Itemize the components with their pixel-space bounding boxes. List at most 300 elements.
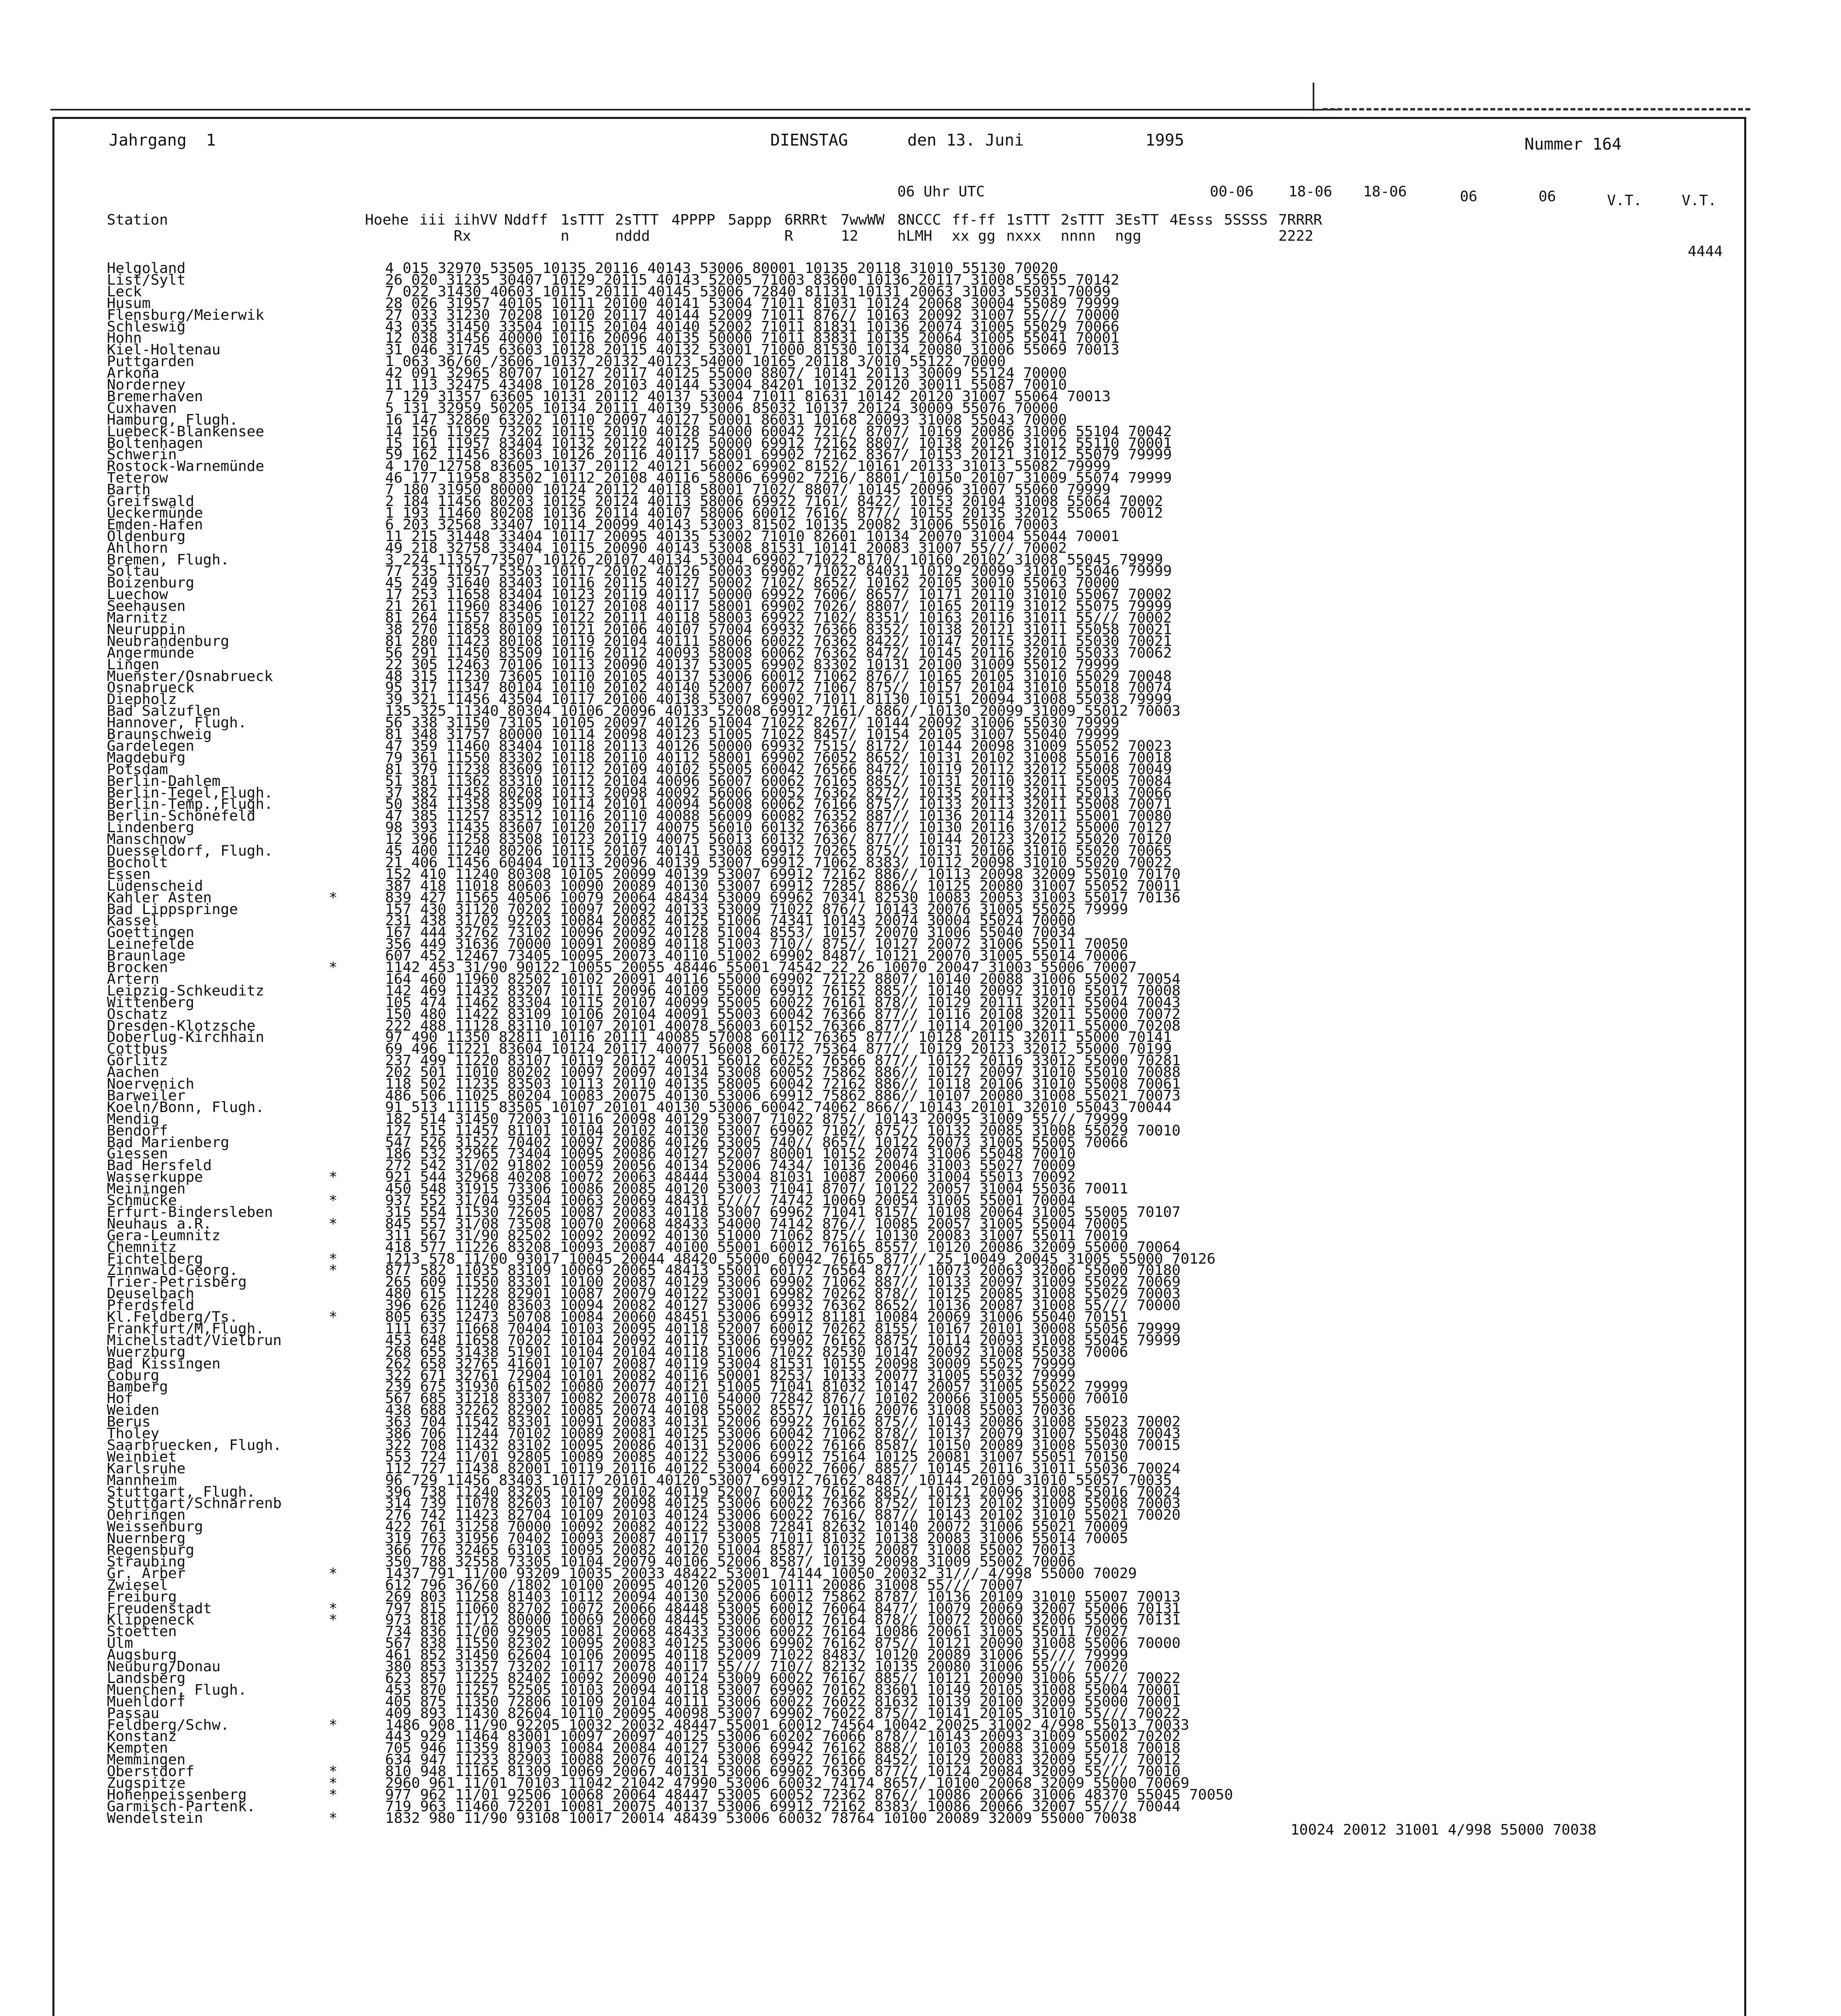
column-header: 3EsTT bbox=[1115, 212, 1159, 228]
column-header: iihVV bbox=[454, 212, 498, 228]
station-name: Bamberg bbox=[107, 1379, 168, 1395]
row-values: 202 501 11010 80202 10097 20097 40134 53008 60052 75862 886// 10127 20097 31010 55010 70088 bbox=[385, 1064, 1181, 1081]
row-values: 28 026 31957 40105 10111 20100 40141 53004 71011 81031 10124 20068 30004 55089 79999 bbox=[385, 295, 1120, 312]
station-name: Stuttgart/Schnarrenb bbox=[107, 1495, 282, 1512]
station-name: Chemnitz bbox=[107, 1239, 177, 1256]
row-values: 4 170 12758 83605 10137 20112 40121 56002 69902 8152/ 10161 20133 31013 55082 79999 bbox=[385, 458, 1111, 475]
station-name: Berlin-Schönefeld bbox=[107, 808, 256, 825]
row-values: 314 739 11078 82603 10107 20098 40125 53006 60022 76366 8752/ 10123 20102 31009 55008 70003 bbox=[385, 1495, 1181, 1512]
row-values: 5 131 32959 50205 10134 20111 40139 53006 85032 10137 20124 30009 55076 70000 bbox=[385, 400, 1058, 417]
column-subheader: R bbox=[784, 228, 793, 244]
column-header: ff-ff bbox=[952, 212, 996, 228]
row-values: 17 253 11658 83404 10123 20119 40117 50000 69922 7606/ 8657/ 10171 20110 31010 55067 70002 bbox=[385, 586, 1172, 603]
row-values: 350 788 32558 73305 10104 20079 40106 52006 8587/ 10139 20098 31009 55002 70006 bbox=[385, 1553, 1076, 1570]
column-subheader: nnnn bbox=[1061, 228, 1096, 244]
station-name: Neuhaus a.R. bbox=[107, 1215, 212, 1232]
row-values: 363 704 11542 83301 10091 20083 40131 52006 69922 76162 875// 10143 20086 31008 55023 70002 bbox=[385, 1414, 1181, 1431]
row-values: 27 033 31230 70208 10120 20117 40144 52009 71011 876// 10163 20092 31007 55/// 70000 bbox=[385, 306, 1120, 323]
station-name: Soltau bbox=[107, 563, 160, 580]
row-values: 810 948 11165 81309 10069 20067 40131 53006 69902 76366 877// 10124 20084 32009 55/// 70010 bbox=[385, 1763, 1181, 1780]
period-00-06: 00-06 bbox=[1210, 183, 1254, 200]
station-name: Berlin-Tegel,Flugh. bbox=[107, 784, 273, 801]
row-values: 51 381 11362 83310 10112 20104 40096 56007 60062 76165 885// 10131 20110 32011 55005 70084 bbox=[385, 773, 1172, 789]
mountain-flag: * bbox=[329, 1309, 338, 1325]
station-name: Luebeck-Blankensee bbox=[107, 423, 265, 440]
row-values: 10024 20012 31001 4/998 55000 70038 bbox=[1291, 1821, 1597, 1838]
row-values: 186 532 32965 73404 10095 20086 40127 52007 80001 10152 20074 31006 55048 70010 bbox=[385, 1145, 1076, 1162]
station-name: Kiel-Holtenau bbox=[107, 342, 221, 358]
row-values: 11 215 31448 33404 10117 20095 40135 53002 71010 82601 10134 20070 31004 55044 70001 bbox=[385, 528, 1120, 545]
station-name: Wuerzburg bbox=[107, 1343, 186, 1360]
column-subheader: 12 bbox=[841, 228, 859, 244]
station-name: Hannover, Flugh. bbox=[107, 714, 247, 731]
row-values: 47 359 11460 83404 10118 20113 40126 50000 69932 7515/ 8172/ 10144 20098 31009 55052 70023 bbox=[385, 737, 1172, 754]
station-name: Boizenburg bbox=[107, 575, 194, 591]
station-name: Cottbus bbox=[107, 1041, 168, 1058]
station-name: Kahler Asten bbox=[107, 889, 212, 906]
row-values: 56 291 11450 83509 10116 20112 40093 58008 60062 76362 8472/ 10145 20116 32010 55033 70062 bbox=[385, 644, 1172, 661]
station-name: Angermünde bbox=[107, 644, 194, 661]
row-values: 21 261 11960 83406 10127 20108 40117 58001 69902 7026/ 8807/ 10165 20119 31012 55075 79999 bbox=[385, 598, 1172, 615]
table-row-continuation bbox=[0, 1821, 1841, 1838]
row-values: 77 235 11957 53503 10117 20102 40126 50003 69902 71022 84031 10129 20099 31010 55046 79999 bbox=[385, 563, 1172, 580]
station-name: Osnabrueck bbox=[107, 679, 194, 696]
row-values: 16 147 32860 63202 10110 20097 40127 50001 86031 10168 20093 31008 55043 70000 bbox=[385, 411, 1067, 428]
row-values: 98 393 11435 83607 10120 20117 40075 56010 60132 76366 877// 10130 20116 3/012 55000 70127 bbox=[385, 819, 1172, 836]
row-values: 921 544 32968 40208 10072 20063 48444 53004 81031 10087 20060 31004 55013 70092 bbox=[385, 1169, 1076, 1186]
station-name: Husum bbox=[107, 295, 151, 312]
row-values: 237 499 11220 83107 10119 20112 40051 56012 60252 76566 877// 10122 20116 33012 55000 70281 bbox=[385, 1052, 1181, 1069]
station-name: Regensburg bbox=[107, 1542, 194, 1558]
station-name: Weinbiet bbox=[107, 1448, 177, 1465]
period-18-06-a: 18-06 bbox=[1288, 183, 1332, 200]
station-name: Puttgarden bbox=[107, 353, 194, 370]
row-values: 805 635 12473 50708 10084 20060 48451 53006 69912 81181 10084 20069 31006 55040 70151 bbox=[385, 1309, 1128, 1325]
row-values: 135 325 11340 80304 10106 20096 40133 52008 69912 7161/ 886// 10130 20099 31009 55012 70003 bbox=[385, 703, 1181, 720]
row-values: 47 385 11257 83512 10116 20110 40088 56009 60082 76352 887// 10136 20114 32011 55001 70080 bbox=[385, 808, 1172, 825]
mountain-flag: * bbox=[329, 1810, 338, 1826]
row-values: 418 577 11226 83208 10093 20087 40100 55001 60012 76165 8557/ 10120 20086 32009 55000 70064 bbox=[385, 1239, 1181, 1256]
row-values: 2960 961 11/01 70103 11042 21042 47990 53006 60032 74174 8657/ 10100 20068 32009 55000 70069 bbox=[385, 1775, 1189, 1791]
row-values: 12 038 31456 40000 10116 20096 40135 50000 71011 83831 10135 20064 31005 55041 70001 bbox=[385, 330, 1120, 347]
row-values: 1832 980 11/90 93108 10017 20014 48439 53006 60032 78764 10100 20089 32009 55000 70038 bbox=[385, 1810, 1137, 1826]
row-values: 21 406 11456 60404 10113 20096 40139 53007 69912 71062 8383/ 10112 20098 31010 55020 70022 bbox=[385, 854, 1172, 871]
station-name: Barweiler bbox=[107, 1087, 186, 1104]
row-values: 396 626 11240 83603 10094 20082 40127 53006 69932 76362 8652/ 10136 20087 31008 55/// 70000 bbox=[385, 1297, 1181, 1314]
station-name: Kassel bbox=[107, 912, 160, 929]
row-values: 56 338 31150 73105 10105 20097 40126 51004 71022 8267/ 10144 20092 31006 55030 79999 bbox=[385, 714, 1120, 731]
pre-row-value: 4444 bbox=[1688, 243, 1723, 260]
row-values: 14 156 11925 73202 10115 20110 40128 54000 60042 721// 8707/ 10169 20086 31006 55104 70042 bbox=[385, 423, 1172, 440]
row-values: 111 637 11668 70404 10103 20095 40118 52007 60012 70262 8155/ 10167 20101 30008 55056 79999 bbox=[385, 1320, 1181, 1337]
station-name: Feldberg/Schw. bbox=[107, 1716, 229, 1733]
station-name: Mannheim bbox=[107, 1472, 177, 1489]
row-values: 118 502 11235 83503 10113 20110 40135 58005 60042 72162 886// 10118 20106 31010 55008 70061 bbox=[385, 1076, 1181, 1092]
row-values: 396 738 11240 83205 10109 20102 40119 52007 60012 76162 885// 10121 20096 31008 55016 70024 bbox=[385, 1483, 1181, 1500]
station-name: Klippeneck bbox=[107, 1612, 194, 1629]
station-name: Zugspitze bbox=[107, 1775, 186, 1791]
row-values: 12 396 11258 83508 10123 20119 40075 56013 60132 7636/ 877// 10144 20123 32012 55020 70120 bbox=[385, 831, 1172, 848]
column-header: 6RRRt bbox=[784, 212, 828, 228]
station-name: Ueckermünde bbox=[107, 504, 203, 521]
row-values: 797 815 11060 82702 10072 20066 48448 53005 60012 76064 8477/ 10079 20069 32007 55006 70131 bbox=[385, 1600, 1181, 1617]
row-values: 7 022 31430 40603 10115 20111 40145 53006 72840 81131 10131 20063 31003 55031 70099 bbox=[385, 283, 1111, 300]
mountain-flag: * bbox=[329, 1786, 338, 1803]
row-values: 461 852 31450 62604 10106 20095 40118 52009 71022 8483/ 10120 20089 31006 55/// 79999 bbox=[385, 1647, 1128, 1664]
station-name: Noervenich bbox=[107, 1076, 194, 1092]
station-name: Stoetten bbox=[107, 1623, 177, 1640]
station-name: Bad Salzuflen bbox=[107, 703, 221, 720]
station-name: Hohenpeissenberg bbox=[107, 1786, 247, 1803]
jahrgang-label: Jahrgang 1 bbox=[109, 131, 216, 150]
station-name: Neubrandenburg bbox=[107, 633, 229, 650]
column-header: 2sTTT bbox=[615, 212, 659, 228]
station-name: Schleswig bbox=[107, 318, 186, 335]
station-name: Oberstdorf bbox=[107, 1763, 194, 1780]
column-subheader: n bbox=[561, 228, 569, 244]
station-name: Magdeburg bbox=[107, 749, 186, 766]
station-name: Arkona bbox=[107, 365, 160, 382]
station-name: Luechow bbox=[107, 586, 168, 603]
row-values: 231 438 31/02 92203 10084 20082 40125 51006 74341 10143 20074 30004 55024 70000 bbox=[385, 912, 1076, 929]
row-values: 26 020 31235 30407 10129 20115 40143 52005 71003 83600 10136 20117 31008 55055 70142 bbox=[385, 271, 1120, 288]
station-name: Tholey bbox=[107, 1425, 160, 1442]
row-values: 607 452 12467 73405 10095 20073 40110 51002 69902 8487/ 10121 20070 31005 55014 70006 bbox=[385, 948, 1128, 964]
row-values: 50 384 11358 83509 10114 20101 40094 56008 60062 76166 875// 10133 20113 32011 55008 70071 bbox=[385, 796, 1172, 813]
row-values: 1486 908 11/90 92205 10032 20032 48447 55001 60012 74564 10042 20025 31002 4/998 55013 70033 bbox=[385, 1716, 1189, 1733]
station-name: Leipzig-Schkeuditz bbox=[107, 982, 265, 999]
station-name: Braunschweig bbox=[107, 726, 212, 743]
column-subheader: nddd bbox=[615, 228, 650, 244]
column-header: Hoehe bbox=[365, 212, 409, 228]
mountain-flag: * bbox=[329, 1763, 338, 1780]
mountain-flag: * bbox=[329, 1612, 338, 1629]
column-header: 5SSSS bbox=[1224, 212, 1268, 228]
row-values: 45 249 31640 83403 10116 20115 40127 50002 7102/ 8652/ 10162 20105 30010 55063 70000 bbox=[385, 575, 1120, 591]
station-name: Neuruppin bbox=[107, 621, 186, 638]
column-header: 4PPPP bbox=[671, 212, 715, 228]
row-values: 356 449 31636 70000 10091 20089 40118 51003 710// 875// 10127 20072 31006 55011 70050 bbox=[385, 936, 1128, 953]
row-values: 6 203 32568 33407 10114 20099 40143 53003 81502 10135 20082 31006 55016 70003 bbox=[385, 516, 1058, 533]
row-values: 268 655 31438 51901 10104 20104 40118 51006 71022 82530 10147 20092 31008 55038 70006 bbox=[385, 1343, 1128, 1360]
column-header: Station bbox=[107, 212, 168, 228]
station-name: Dresden-Klotzsche bbox=[107, 1017, 256, 1034]
row-values: 567 685 31218 83307 10082 20078 40110 54000 72842 876// 10102 20066 31005 55000 70010 bbox=[385, 1390, 1128, 1407]
row-values: 49 218 32758 33404 10115 20090 40143 53008 81531 10141 20083 31007 55/// 70002 bbox=[385, 539, 1067, 556]
row-values: 422 761 31258 70000 10092 20082 40122 53008 72841 82632 10140 20072 31006 55021 70009 bbox=[385, 1518, 1128, 1535]
row-values: 634 947 11233 82903 10088 20076 40124 53008 69922 76166 8452/ 10129 20083 32009 55/// 70012 bbox=[385, 1752, 1181, 1768]
row-values: 315 554 11530 72605 10087 20083 40118 53007 69962 71041 8157/ 10108 20064 31005 55005 70107 bbox=[385, 1204, 1181, 1220]
column-header: 7wwWW bbox=[841, 212, 885, 228]
station-name: Bad Lippspringe bbox=[107, 901, 238, 918]
row-values: 182 514 31450 72003 10116 20098 40129 53007 71022 875// 10143 20095 31009 55/// 79999 bbox=[385, 1110, 1128, 1127]
year-label: 1995 bbox=[1145, 131, 1184, 150]
row-values: 269 803 11258 81403 10112 20094 40130 52006 60012 75862 8787/ 10136 20109 31010 55007 70013 bbox=[385, 1588, 1181, 1605]
mountain-flag: * bbox=[329, 1215, 338, 1232]
mountain-flag: * bbox=[329, 1565, 338, 1582]
station-name: Seehausen bbox=[107, 598, 186, 615]
column-header: iii bbox=[419, 212, 446, 228]
row-values: 734 836 11/00 92905 10081 20068 48433 53006 60022 76164 10086 20061 31005 55011 70027 bbox=[385, 1623, 1128, 1640]
station-name: Erfurt-Bindersleben bbox=[107, 1204, 273, 1220]
station-name: Coburg bbox=[107, 1367, 160, 1384]
row-values: 311 567 31/90 82502 10092 20092 40130 51000 71062 875// 10130 20083 31007 55011 70019 bbox=[385, 1227, 1128, 1244]
row-values: 164 460 11960 82502 10102 20091 40116 55000 69902 72122 8807/ 10140 20088 31006 55002 70054 bbox=[385, 971, 1181, 987]
row-values: 973 818 11/12 80000 10069 20060 48445 53006 60012 76164 878// 10072 20060 32006 55006 70131 bbox=[385, 1612, 1181, 1629]
mountain-flag: * bbox=[329, 1262, 338, 1279]
station-name: Freudenstadt bbox=[107, 1600, 212, 1617]
row-values: 547 526 31522 70402 10097 20086 40126 53005 740// 8657/ 10122 20073 31005 55005 70066 bbox=[385, 1134, 1128, 1151]
station-name: Ahlhorn bbox=[107, 539, 168, 556]
row-values: 486 506 11025 80204 10083 20075 40130 53006 69912 75862 886// 10107 20080 31008 55021 70073 bbox=[385, 1087, 1181, 1104]
column-subheader: xx gg bbox=[952, 228, 996, 244]
row-values: 623 857 11225 82402 10092 20090 40124 53009 60022 7616/ 885// 10121 20090 31006 55/// 70022 bbox=[385, 1670, 1181, 1687]
row-values: 105 474 11462 83304 10115 20107 40099 55005 60022 76161 878// 10129 20111 32011 55004 70043 bbox=[385, 994, 1181, 1011]
station-name: Bremen, Flugh. bbox=[107, 551, 229, 568]
period-18-06-b: 18-06 bbox=[1363, 183, 1407, 200]
period-06-a: 06 bbox=[1460, 188, 1478, 205]
station-name: Gardelegen bbox=[107, 737, 194, 754]
station-name: Landsberg bbox=[107, 1670, 186, 1687]
column-subheader: ngg bbox=[1115, 228, 1142, 244]
station-name: Wittenberg bbox=[107, 994, 194, 1011]
row-values: 22 305 12463 70106 10113 20090 40137 53005 69902 83302 10131 20100 31009 55012 79999 bbox=[385, 656, 1120, 673]
row-values: 38 270 11858 80109 10121 20106 40107 57004 69932 76366 8352/ 10138 20121 31011 55058 70021 bbox=[385, 621, 1172, 638]
row-values: 877 582 11035 83109 10069 20065 48413 55001 60172 76564 877// 10073 20063 32006 55000 70180 bbox=[385, 1262, 1181, 1279]
row-values: 839 427 11565 40506 10079 20064 48434 53009 69962 70341 82530 10083 20053 31003 55017 70136 bbox=[385, 889, 1181, 906]
station-name: Hohn bbox=[107, 330, 142, 347]
row-values: 322 671 32761 72904 10101 20082 40116 50001 8253/ 10133 20077 31005 55032 79999 bbox=[385, 1367, 1076, 1384]
column-header: Nddff bbox=[504, 212, 548, 228]
station-name: Fichtelberg bbox=[107, 1250, 203, 1267]
column-subheader: nxxx bbox=[1006, 228, 1041, 244]
row-values: 37 382 11458 80208 10113 20098 40092 56006 60052 76362 8272/ 10135 20113 32011 55013 70066 bbox=[385, 784, 1172, 801]
station-name: Lindenberg bbox=[107, 819, 194, 836]
station-name: Gr. Arber bbox=[107, 1565, 186, 1582]
station-name: Helgoland bbox=[107, 260, 186, 277]
station-name: Berlin-Dahlem bbox=[107, 773, 221, 789]
station-name: Deuselbach bbox=[107, 1285, 194, 1302]
row-values: 95 317 11347 80104 10110 20102 40140 52007 60072 7106/ 875// 10157 20104 31010 55018 70074 bbox=[385, 679, 1172, 696]
row-values: 443 929 11464 83001 10097 20097 40125 53006 60202 76066 878// 10143 20093 31009 55002 70202 bbox=[385, 1728, 1181, 1745]
mountain-flag: * bbox=[329, 1716, 338, 1733]
station-name: Mendig bbox=[107, 1110, 160, 1127]
column-subheader: 2222 bbox=[1278, 228, 1314, 244]
station-name: Manschnow bbox=[107, 831, 186, 848]
station-name: Weiden bbox=[107, 1402, 160, 1419]
vt-label-2: V.T. bbox=[1682, 192, 1717, 209]
row-values: 239 675 31930 61502 10080 20077 40121 51005 71041 81032 10147 20057 31005 55022 79999 bbox=[385, 1379, 1128, 1395]
station-name: Koeln/Bonn, Flugh. bbox=[107, 1099, 265, 1116]
station-name: Zwiesel bbox=[107, 1577, 168, 1593]
row-values: 81 379 11238 83609 10112 20109 40102 55005 60042 76566 8472/ 10119 20112 32012 55008 70049 bbox=[385, 761, 1172, 778]
station-name: Nuernberg bbox=[107, 1530, 186, 1547]
station-name: Brocken bbox=[107, 959, 168, 976]
mountain-flag: * bbox=[329, 959, 338, 976]
station-name: Cuxhaven bbox=[107, 400, 177, 417]
station-name: Muenchen, Flugh. bbox=[107, 1681, 247, 1698]
column-header: 2sTTT bbox=[1061, 212, 1105, 228]
row-values: 405 875 11350 72806 10109 20104 40111 53006 60022 76022 81632 10139 20100 32009 55000 70001 bbox=[385, 1693, 1181, 1710]
station-name: Stuttgart, Flugh. bbox=[107, 1483, 256, 1500]
mountain-flag: * bbox=[329, 889, 338, 906]
row-values: 43 035 31450 33504 10115 20104 40140 52002 71011 81831 10136 20074 31005 55029 70066 bbox=[385, 318, 1120, 335]
row-values: 142 469 11432 83207 10111 20096 40109 55000 69912 76152 885// 10140 20092 31010 55017 70008 bbox=[385, 982, 1181, 999]
station-name: Wendelstein bbox=[107, 1810, 203, 1826]
row-values: 409 893 11430 82604 10110 20095 40098 53007 69902 76022 875// 10141 20105 31010 55/// 70022 bbox=[385, 1705, 1181, 1722]
row-values: 167 444 32762 73102 10096 20092 40128 51004 8553/ 10157 20070 31006 55040 70034 bbox=[385, 924, 1076, 941]
column-header: 5appp bbox=[728, 212, 772, 228]
row-values: 705 946 11359 81903 10084 20084 40127 53006 69942 76162 888// 10103 20088 31009 55018 70018 bbox=[385, 1740, 1181, 1757]
station-name: Passau bbox=[107, 1705, 160, 1722]
station-name: Aachen bbox=[107, 1064, 160, 1081]
station-name: Gera-Leumnitz bbox=[107, 1227, 221, 1244]
mountain-flag: * bbox=[329, 1250, 338, 1267]
row-values: 845 557 31/08 73508 10070 20068 48433 54000 74142 876// 10085 20057 31005 55004 70005 bbox=[385, 1215, 1128, 1232]
row-values: 96 729 11456 83403 10117 20101 40120 53007 69912 76162 8487/ 10144 20109 31010 55057 70035 bbox=[385, 1472, 1172, 1489]
station-name: Braunlage bbox=[107, 948, 186, 964]
period-06utc: 06 Uhr UTC bbox=[897, 183, 985, 200]
station-name: Konstanz bbox=[107, 1728, 177, 1745]
vt-label-1: V.T. bbox=[1607, 192, 1642, 209]
row-values: 11 113 32475 43408 10128 20103 40144 53004 84201 10132 20120 30011 55087 70010 bbox=[385, 377, 1067, 393]
station-name: List/Sylt bbox=[107, 271, 186, 288]
row-values: 380 853 31357 73202 10117 20078 40117 55/// 710// 82132 10135 20080 31006 55/// 70020 bbox=[385, 1658, 1128, 1675]
station-name: Karlsruhe bbox=[107, 1460, 186, 1477]
column-subheader: Rx bbox=[454, 228, 471, 244]
station-name: Kl.Feldberg/Ts. bbox=[107, 1309, 238, 1325]
station-name: Muenster/Osnabrueck bbox=[107, 668, 273, 685]
row-values: 450 548 31915 73306 10086 20085 40120 53003 71041 8707/ 10122 20057 31004 55036 70011 bbox=[385, 1181, 1128, 1198]
row-values: 112 727 11438 82001 10119 20116 40122 53004 60022 7606/ 885// 10145 20116 31011 55036 70024 bbox=[385, 1460, 1181, 1477]
column-header: 1sTTT bbox=[1006, 212, 1050, 228]
station-name: Görlitz bbox=[107, 1052, 168, 1069]
row-values: 366 776 32465 63103 10095 20082 40120 51004 8587/ 10125 20087 31008 55002 70013 bbox=[385, 1542, 1076, 1558]
row-values: 1 063 36/60 /3606 10137 20132 40123 54000 10165 20118 3/010 55122 70000 bbox=[385, 353, 1006, 370]
station-name: Goettingen bbox=[107, 924, 194, 941]
mountain-flag: * bbox=[329, 1169, 338, 1186]
row-values: 39 321 11456 43504 10117 20100 40138 53007 69902 71011 81130 10151 20094 31008 55038 79999 bbox=[385, 691, 1172, 708]
row-values: 480 615 11228 82901 10087 20079 40122 53001 69982 70262 878// 10125 20085 31008 55029 70003 bbox=[385, 1285, 1181, 1302]
station-name: Leck bbox=[107, 283, 142, 300]
station-name: Leinefelde bbox=[107, 936, 194, 953]
row-values: 97 490 11350 82811 10116 20111 40085 57008 60112 76365 877// 10128 20115 32011 55000 70141 bbox=[385, 1029, 1172, 1046]
station-name: Schmücke bbox=[107, 1192, 177, 1209]
date-label: den 13. Juni bbox=[907, 131, 1024, 150]
station-name: Frankfurt/M,Flugh. bbox=[107, 1320, 265, 1337]
station-name: Oldenburg bbox=[107, 528, 186, 545]
row-values: 222 488 11128 83110 10107 20101 40078 56003 60152 76366 877// 10114 20100 32011 55000 70208 bbox=[385, 1017, 1181, 1034]
row-values: 91 513 11115 83505 10107 20101 40130 53006 60042 74062 866// 10143 20101 32010 55043 70044 bbox=[385, 1099, 1172, 1116]
station-name: Saarbruecken, Flugh. bbox=[107, 1437, 282, 1454]
mountain-flag: * bbox=[329, 1192, 338, 1209]
column-header: 1sTTT bbox=[561, 212, 605, 228]
station-name: Meiningen bbox=[107, 1181, 186, 1198]
station-name: Hamburg, Flugh. bbox=[107, 411, 238, 428]
station-name: Barth bbox=[107, 481, 151, 498]
top-dashed-rule bbox=[1323, 108, 1750, 110]
row-values: 453 648 11658 70202 10104 20092 40117 53006 69902 76162 8875/ 10114 20093 31008 55045 79999 bbox=[385, 1332, 1181, 1349]
row-values: 7 129 31357 63605 10131 20112 40137 53004 71011 81631 10142 20120 31007 55064 70013 bbox=[385, 388, 1111, 405]
issue-number: Nummer 164 bbox=[1524, 135, 1622, 154]
row-values: 81 348 31757 80000 10114 20098 40123 51005 71022 8457/ 10154 20105 31007 55040 79999 bbox=[385, 726, 1120, 743]
mountain-flag: * bbox=[329, 1775, 338, 1791]
day-label: DIENSTAG bbox=[770, 131, 848, 150]
station-name: Bad Kissingen bbox=[107, 1355, 221, 1372]
station-name: Ulm bbox=[107, 1635, 133, 1652]
mountain-flag: * bbox=[329, 1600, 338, 1617]
station-name: Pferdsfeld bbox=[107, 1297, 194, 1314]
row-values: 272 542 31/02 91802 10059 20056 40134 52006 7434/ 10136 20046 31003 55027 70009 bbox=[385, 1157, 1076, 1174]
station-name: Garmisch-Partenk. bbox=[107, 1798, 256, 1815]
row-values: 265 609 11550 83301 10100 20087 40129 53006 69902 71062 887// 10133 20097 31009 55022 70069 bbox=[385, 1274, 1181, 1291]
row-values: 31 046 31745 63603 10128 20115 40132 53001 71000 81530 10134 20080 31006 55069 70013 bbox=[385, 342, 1120, 358]
station-name: Potsdam bbox=[107, 761, 168, 778]
row-values: 1213 578 11/00 93017 10045 20044 48420 55000 60042 76165 877// 25 10049 20045 31005 55000 70126 bbox=[385, 1250, 1216, 1267]
row-values: 48 315 11230 73605 10110 20105 40137 53006 60012 71062 876// 10165 20105 31010 55029 70048 bbox=[385, 668, 1172, 685]
row-values: 438 688 32262 82902 10085 20074 40108 55002 8557/ 10116 20076 31008 55003 70036 bbox=[385, 1402, 1076, 1419]
row-values: 322 708 11432 83102 10095 20086 40131 52006 60022 76166 8587/ 10150 20089 31008 55030 70015 bbox=[385, 1437, 1181, 1454]
station-name: Lingen bbox=[107, 656, 160, 673]
row-values: 157 430 31120 70202 10097 20092 40133 53009 71022 876// 10143 20076 31005 55025 79999 bbox=[385, 901, 1128, 918]
station-name: Muehldorf bbox=[107, 1693, 186, 1710]
row-values: 127 515 11457 81101 10104 20102 40130 53007 69902 7102/ 875// 10132 20085 31008 55029 70010 bbox=[385, 1122, 1181, 1139]
row-values: 81 280 11423 80108 10119 20104 40111 58006 60022 76362 8422/ 10147 20115 32011 55030 70021 bbox=[385, 633, 1172, 650]
station-name: Teterow bbox=[107, 470, 168, 487]
station-name: Greifswald bbox=[107, 493, 194, 510]
station-name: Bocholt bbox=[107, 854, 168, 871]
column-header: 8NCCC bbox=[897, 212, 941, 228]
column-header: 7RRRR bbox=[1278, 212, 1322, 228]
station-name: Weissenburg bbox=[107, 1518, 203, 1535]
station-name: Zinnwald-Georg. bbox=[107, 1262, 238, 1279]
row-values: 276 742 11423 82704 10109 20103 40124 53006 60022 7616/ 887// 10143 20102 31010 55021 70020 bbox=[385, 1507, 1181, 1524]
station-name: Marnitz bbox=[107, 610, 168, 626]
station-name: Berus bbox=[107, 1414, 151, 1431]
station-name: Memmingen bbox=[107, 1752, 186, 1768]
station-name: Augsburg bbox=[107, 1647, 177, 1664]
station-name: Hof bbox=[107, 1390, 133, 1407]
row-values: 567 838 11550 82302 10095 20083 40125 53006 69902 76162 875// 10121 20090 31008 55006 70000 bbox=[385, 1635, 1181, 1652]
station-name: Schwerin bbox=[107, 446, 177, 463]
row-values: 150 480 11422 83109 10106 20104 40091 55003 60042 76366 877// 10116 20108 32011 55000 70072 bbox=[385, 1006, 1181, 1023]
station-name: Trier-Petrisberg bbox=[107, 1274, 247, 1291]
corner-mark bbox=[1313, 83, 1314, 111]
station-name: Neuburg/Donau bbox=[107, 1658, 221, 1675]
row-values: 152 410 11240 80308 10105 20099 40139 53007 69912 72162 886// 10113 20098 32009 55010 70170 bbox=[385, 866, 1181, 883]
station-name: Boltenhagen bbox=[107, 435, 203, 452]
row-values: 937 552 31/04 93504 10063 20069 48431 5//// 74742 10069 20054 31005 55001 70004 bbox=[385, 1192, 1076, 1209]
station-name: Artern bbox=[107, 971, 160, 987]
row-values: 453 870 11257 52505 10103 20094 40118 53007 69902 70162 83601 10149 20105 31008 55004 70001 bbox=[385, 1681, 1181, 1698]
row-values: 46 177 11958 83502 10112 20108 40116 58006 69902 7216/ 8801/ 10150 20107 31009 55074 79999 bbox=[385, 470, 1172, 487]
station-name: Giessen bbox=[107, 1145, 168, 1162]
station-name: Oehringen bbox=[107, 1507, 186, 1524]
row-values: 1 193 11460 80208 10136 20114 40107 58006 60012 7616/ 877// 10155 20135 32012 55065 70012 bbox=[385, 504, 1163, 521]
row-values: 1142 453 31/90 90122 10055 20055 48446 55001 74542 22 26 10070 20047 31003 55006 70007 bbox=[385, 959, 1137, 976]
station-name: Bad Hersfeld bbox=[107, 1157, 212, 1174]
station-name: Norderney bbox=[107, 377, 186, 393]
row-values: 69 496 11221 83604 10124 20117 40077 56008 60172 75364 877// 10129 20123 32012 55000 70199 bbox=[385, 1041, 1172, 1058]
row-values: 612 796 36/60 /1802 10100 20095 40120 52005 10111 20086 31008 55/// 70007 bbox=[385, 1577, 1024, 1593]
period-06-b: 06 bbox=[1539, 188, 1556, 205]
row-values: 15 161 11957 83404 10132 20122 40125 50000 69912 72162 8807/ 10138 20126 31012 55110 70001 bbox=[385, 435, 1172, 452]
row-values: 7 180 31950 80000 10124 20112 40118 58001 7102/ 8807/ 10145 20096 31007 55060 79999 bbox=[385, 481, 1111, 498]
station-name: Michelstadt/Vielbrun bbox=[107, 1332, 282, 1349]
row-values: 2 184 11456 80203 10125 20124 40113 58006 69922 7161/ 8422/ 10153 20104 31008 55064 70002 bbox=[385, 493, 1163, 510]
station-name: Essen bbox=[107, 866, 151, 883]
station-name: Berlin-Temp.,Flugh. bbox=[107, 796, 273, 813]
